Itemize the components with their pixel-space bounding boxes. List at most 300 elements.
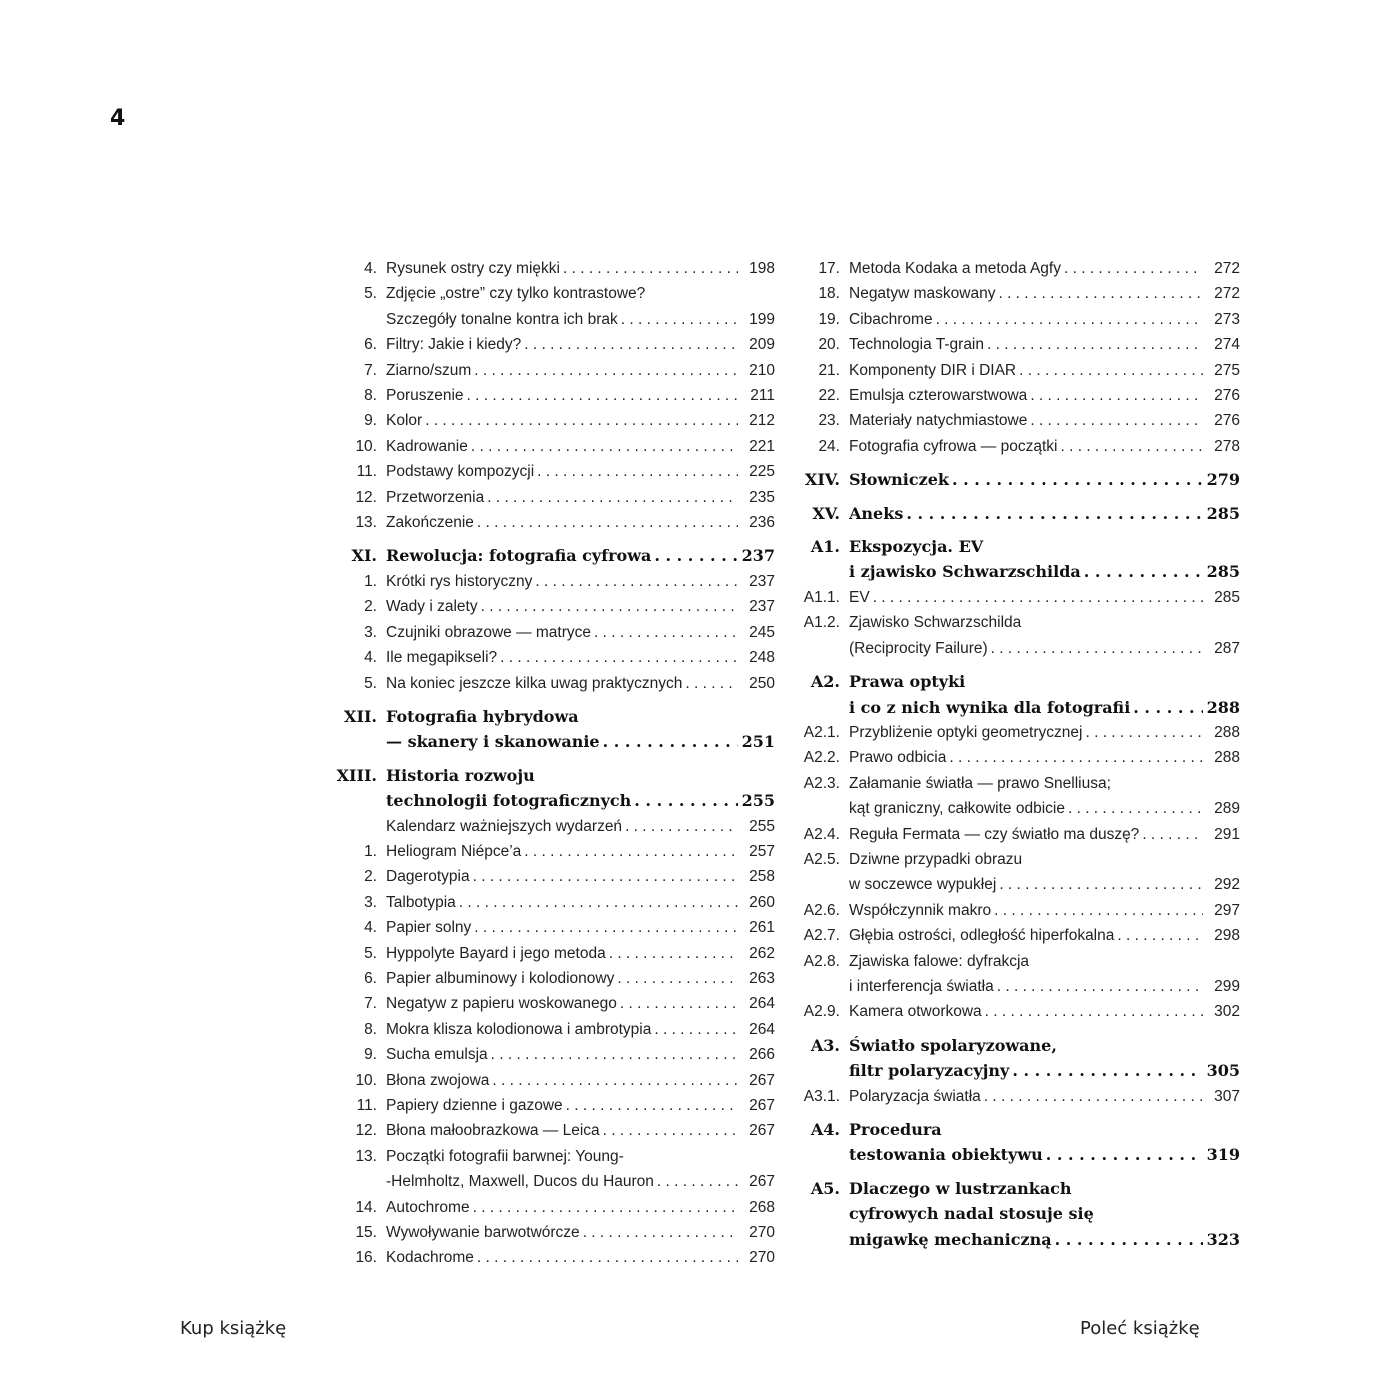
toc-entry[interactable] <box>335 569 775 594</box>
toc-entry-text <box>386 704 775 729</box>
toc-entry[interactable] <box>335 864 775 889</box>
toc-leader-dots <box>1085 720 1203 745</box>
toc-entry-title: Cibachrome <box>849 310 933 328</box>
toc-entry-title: Polaryzacja światła <box>849 1087 981 1105</box>
toc-page-number: 299 <box>1214 977 1240 995</box>
toc-entry-text <box>386 729 741 754</box>
toc-entry-number: A3.1. <box>803 1087 840 1105</box>
toc-entry[interactable] <box>798 281 1240 306</box>
toc-entry-title: Rewolucja: fotografia cyfrowa <box>386 546 652 566</box>
toc-leader-dots <box>1084 559 1203 584</box>
toc-chapter-entry[interactable] <box>798 501 1240 526</box>
toc-entry[interactable] <box>798 949 1240 974</box>
toc-entry-number: A1. <box>810 537 840 557</box>
toc-entry-text <box>386 991 741 1016</box>
toc-entry-title: Fotografia cyfrowa — początki <box>849 437 1058 455</box>
toc-entry-title: Talbotypia <box>386 893 456 911</box>
toc-entry[interactable] <box>798 974 1240 999</box>
toc-page-number: 245 <box>749 623 775 641</box>
toc-entry[interactable] <box>335 256 775 281</box>
toc-entry-text <box>386 941 741 966</box>
toc-page-number: 263 <box>749 969 775 987</box>
toc-chapter-entry[interactable] <box>798 1176 1240 1201</box>
toc-leader-dots <box>425 408 738 433</box>
toc-leader-dots <box>625 814 738 839</box>
toc-entry[interactable] <box>335 510 775 535</box>
toc-entry-text <box>849 974 1206 999</box>
toc-entry-text <box>849 872 1206 897</box>
toc-entry-text <box>849 358 1206 383</box>
toc-entry[interactable] <box>798 745 1240 770</box>
toc-entry[interactable] <box>798 585 1240 610</box>
toc-page-number: 291 <box>1214 825 1240 843</box>
toc-entry-number: XI. <box>351 546 377 566</box>
toc-entry-number: XIII. <box>336 765 377 785</box>
toc-chapter-entry[interactable] <box>335 788 775 813</box>
toc-entry-title: kąt graniczny, całkowite odbicie <box>849 800 1065 818</box>
toc-entry[interactable] <box>798 383 1240 408</box>
toc-entry-number: A1.2. <box>803 614 840 632</box>
toc-page-number: 323 <box>1206 1229 1240 1249</box>
toc-page-number: 285 <box>1206 562 1240 582</box>
toc-right-column <box>798 256 1240 1252</box>
toc-entry[interactable] <box>335 1093 775 1118</box>
toc-entry[interactable] <box>335 915 775 940</box>
toc-entry-title: cyfrowych nadal stosuje się <box>849 1204 1094 1224</box>
toc-leader-dots <box>563 256 738 281</box>
toc-leader-dots <box>906 501 1203 526</box>
toc-entry-number: 5. <box>364 674 377 692</box>
toc-entry-title: Kodachrome <box>386 1249 474 1267</box>
toc-entry-text <box>849 408 1206 433</box>
toc-entry-text <box>386 671 741 696</box>
toc-entry-number: 1. <box>364 572 377 590</box>
toc-leader-dots <box>952 467 1203 492</box>
toc-entry-number: 2. <box>364 598 377 616</box>
toc-chapter-entry[interactable] <box>798 1033 1240 1058</box>
toc-entry-title: Papier solny <box>386 919 472 937</box>
toc-entry-title: Krótki rys historyczny <box>386 572 533 590</box>
toc-entry-title: w soczewce wypukłej <box>849 876 997 894</box>
toc-entry[interactable] <box>335 941 775 966</box>
toc-entry-title: Przetworzenia <box>386 488 485 506</box>
toc-entry-text <box>849 585 1206 610</box>
toc-entry-number: 11. <box>356 1097 377 1114</box>
toc-entry-title: Kadrowanie <box>386 437 468 455</box>
toc-chapter-entry[interactable] <box>798 1201 1240 1226</box>
toc-chapter-entry[interactable] <box>335 543 775 568</box>
toc-entry-text <box>386 763 775 788</box>
toc-entry-number: 24. <box>818 437 840 455</box>
toc-entry-title: Materiały natychmiastowe <box>849 412 1028 430</box>
toc-entry-title: Światło spolaryzowane, <box>849 1035 1057 1055</box>
toc-leader-dots <box>621 307 738 332</box>
toc-page-number: 237 <box>741 546 775 566</box>
toc-entry-text <box>849 1058 1206 1083</box>
toc-entry[interactable] <box>335 620 775 645</box>
toc-entry-title: Metoda Kodaka a metoda Agfy <box>849 260 1061 277</box>
toc-chapter-entry[interactable] <box>798 695 1240 720</box>
toc-page-number: 305 <box>1206 1061 1240 1081</box>
toc-entry-text <box>849 923 1206 948</box>
toc-leader-dots <box>617 966 738 991</box>
toc-entry-number: 17. <box>818 260 840 277</box>
toc-entry[interactable] <box>335 890 775 915</box>
toc-entry-text <box>386 788 741 813</box>
toc-entry[interactable] <box>798 771 1240 796</box>
toc-entry[interactable] <box>335 1169 775 1194</box>
toc-entry-title: Prawo odbicia <box>849 749 947 767</box>
toc-page-number: 276 <box>1214 387 1240 405</box>
toc-entry-number: 1. <box>364 842 377 860</box>
toc-entry-title: Emulsja czterowarstwowa <box>849 387 1028 405</box>
toc-page-number: 267 <box>749 1071 775 1089</box>
toc-entry-number: 13. <box>355 1147 377 1165</box>
toc-chapter-entry[interactable] <box>798 467 1240 492</box>
toc-page-number: 236 <box>749 514 775 532</box>
toc-entry-text <box>386 358 741 383</box>
toc-entry-title: Filtry: Jakie i kiedy? <box>386 336 522 354</box>
toc-entry-title: Głębia ostrości, odległość hiperfokalna <box>849 927 1115 945</box>
toc-leader-dots <box>535 569 738 594</box>
toc-entry-title: Błona zwojowa <box>386 1071 490 1089</box>
toc-entry-text <box>849 898 1206 923</box>
toc-entry-text <box>849 559 1206 584</box>
toc-page-number: 209 <box>749 336 775 354</box>
toc-page-number: 270 <box>749 1249 775 1267</box>
toc-entry-text <box>386 1169 741 1194</box>
toc-leader-dots <box>492 1068 738 1093</box>
toc-chapter-entry[interactable] <box>798 1117 1240 1142</box>
toc-page-number: 264 <box>749 995 775 1013</box>
toc-leader-dots <box>609 941 738 966</box>
toc-entry-number: 19. <box>818 310 840 328</box>
toc-entry-text <box>849 847 1240 872</box>
toc-entry-text <box>386 915 741 940</box>
toc-page-number: 302 <box>1214 1003 1240 1021</box>
toc-leader-dots <box>481 594 738 619</box>
toc-entry-title: Słowniczek <box>849 470 949 490</box>
toc-leader-dots <box>603 1118 738 1143</box>
toc-entry-text <box>386 569 741 594</box>
toc-page-number: 278 <box>1214 437 1240 455</box>
toc-entry-text <box>849 636 1206 661</box>
toc-page-number: 257 <box>749 842 775 860</box>
buy-book-link[interactable]: Kup książkę <box>180 1318 287 1339</box>
toc-entry[interactable] <box>798 796 1240 821</box>
toc-page-number: 210 <box>749 361 775 379</box>
toc-entry[interactable] <box>335 594 775 619</box>
toc-entry-number: A5. <box>810 1178 840 1198</box>
toc-leader-dots <box>594 620 738 645</box>
toc-entry-title: i co z nich wynika dla fotografii <box>849 697 1131 717</box>
toc-chapter-entry[interactable] <box>335 763 775 788</box>
toc-page-number: 261 <box>749 919 775 937</box>
toc-leader-dots <box>634 788 738 813</box>
toc-entry[interactable] <box>798 1084 1240 1109</box>
toc-entry[interactable] <box>335 383 775 408</box>
toc-page-number: 250 <box>749 674 775 692</box>
toc-leader-dots <box>471 434 738 459</box>
toc-entry-number: 15. <box>355 1224 377 1242</box>
toc-entry[interactable] <box>335 1068 775 1093</box>
toc-page-number: 255 <box>741 791 775 811</box>
toc-entry[interactable] <box>335 991 775 1016</box>
toc-entry[interactable] <box>798 720 1240 745</box>
toc-entry[interactable] <box>798 434 1240 459</box>
toc-chapter-entry[interactable] <box>335 704 775 729</box>
toc-entry-title: Ile megapikseli? <box>386 649 498 667</box>
toc-entry-number: A2.9. <box>803 1003 840 1021</box>
toc-entry-title: Papier albuminowy i kolodionowy <box>386 969 615 987</box>
toc-entry-text <box>386 1118 741 1143</box>
toc-entry-number: 4. <box>364 649 377 667</box>
toc-leader-dots <box>685 671 738 696</box>
toc-entry-number: 5. <box>364 944 377 962</box>
toc-leader-dots <box>873 585 1203 610</box>
toc-entry-text <box>386 543 741 568</box>
toc-entry-title: Zakończenie <box>386 514 474 532</box>
toc-entry[interactable] <box>335 332 775 357</box>
toc-entry-text <box>386 594 741 619</box>
toc-entry-number: 22. <box>818 387 840 405</box>
toc-entry[interactable] <box>335 485 775 510</box>
toc-entry-number: A2.8. <box>803 952 840 970</box>
toc-entry-title: Fotografia hybrydowa <box>386 706 579 726</box>
toc-entry-text <box>386 1144 775 1169</box>
toc-entry-text <box>386 890 741 915</box>
toc-entry-number: A2.3. <box>803 774 840 792</box>
toc-entry[interactable] <box>335 408 775 433</box>
toc-page-number: 221 <box>749 437 775 455</box>
toc-entry-text <box>386 1017 741 1042</box>
toc-leader-dots <box>491 1042 738 1067</box>
toc-leader-dots <box>657 1169 738 1194</box>
toc-entry-number: 6. <box>364 336 377 354</box>
toc-page-number: 211 <box>750 387 775 405</box>
toc-entry-number: 23. <box>818 412 840 430</box>
toc-entry[interactable] <box>798 636 1240 661</box>
toc-entry-number: A2.2. <box>803 749 840 767</box>
toc-entry[interactable] <box>798 332 1240 357</box>
toc-leader-dots <box>949 745 1203 770</box>
toc-entry-number: 6. <box>364 969 377 987</box>
toc-entry-text <box>386 814 741 839</box>
toc-leader-dots <box>620 991 738 1016</box>
toc-entry-number: 13. <box>355 514 377 532</box>
toc-leader-dots <box>654 543 738 568</box>
toc-page-number: 262 <box>749 944 775 962</box>
toc-entry[interactable] <box>798 847 1240 872</box>
toc-entry[interactable] <box>335 358 775 383</box>
toc-entry-title: Zjawiska falowe: dyfrakcja <box>849 952 1030 970</box>
toc-entry-title: EV <box>849 588 870 606</box>
toc-entry[interactable] <box>335 1042 775 1067</box>
toc-page-number: 279 <box>1206 470 1240 490</box>
toc-entry-title: Wywoływanie barwotwórcze <box>386 1224 580 1242</box>
toc-entry[interactable] <box>798 307 1240 332</box>
toc-chapter-entry[interactable] <box>798 559 1240 584</box>
toc-chapter-entry[interactable] <box>798 534 1240 559</box>
toc-entry[interactable] <box>335 307 775 332</box>
toc-entry-text <box>386 434 741 459</box>
toc-page-number: 267 <box>749 1097 775 1114</box>
toc-entry-title: Historia rozwoju <box>386 765 535 785</box>
toc-entry-number: 8. <box>364 387 377 405</box>
toc-entry-number: 8. <box>364 1020 377 1038</box>
toc-entry-text <box>849 332 1206 357</box>
toc-page-number: 237 <box>749 598 775 616</box>
toc-entry-title: Sucha emulsja <box>386 1046 488 1064</box>
toc-entry-text <box>386 1220 741 1245</box>
toc-leader-dots <box>991 636 1203 661</box>
toc-entry-number: XV. <box>812 503 840 523</box>
toc-entry-text <box>386 1195 741 1220</box>
toc-entry[interactable] <box>335 1245 775 1270</box>
toc-entry-number: A2.1. <box>803 723 840 741</box>
toc-entry[interactable] <box>335 1220 775 1245</box>
toc-entry[interactable] <box>798 408 1240 433</box>
toc-entry[interactable] <box>798 822 1240 847</box>
toc-entry-title: Zdjęcie „ostre” czy tylko kontrastowe? <box>386 285 646 303</box>
toc-entry-number: 7. <box>364 361 377 379</box>
toc-entry-text <box>386 620 741 645</box>
toc-leader-dots <box>487 485 738 510</box>
toc-leader-dots <box>473 1195 738 1220</box>
toc-page-number: 199 <box>749 310 775 328</box>
toc-entry-title: — skanery i skanowanie <box>386 732 600 752</box>
toc-entry-number: 4. <box>364 919 377 937</box>
toc-entry[interactable] <box>335 1118 775 1143</box>
toc-chapter-entry[interactable] <box>798 1227 1240 1252</box>
toc-chapter-entry[interactable] <box>798 1142 1240 1167</box>
toc-entry-number: 2. <box>364 868 377 886</box>
toc-chapter-entry[interactable] <box>798 1058 1240 1083</box>
toc-entry[interactable] <box>335 966 775 991</box>
toc-entry-title: Papiery dzienne i gazowe <box>386 1097 563 1114</box>
toc-entry-title: Błona małoobrazkowa — Leica <box>386 1122 600 1140</box>
toc-chapter-entry[interactable] <box>335 729 775 754</box>
toc-entry-text <box>849 695 1206 720</box>
toc-leader-dots <box>1030 383 1203 408</box>
toc-leader-dots <box>1117 923 1203 948</box>
toc-page-number: 285 <box>1214 588 1240 606</box>
toc-page-number: 275 <box>1214 361 1240 379</box>
toc-entry-title: Ziarno/szum <box>386 361 472 379</box>
toc-entry[interactable] <box>798 898 1240 923</box>
toc-entry-title: Reguła Fermata — czy światło ma duszę? <box>849 825 1140 843</box>
toc-entry[interactable] <box>335 814 775 839</box>
toc-entry[interactable] <box>798 610 1240 635</box>
toc-leader-dots <box>524 332 738 357</box>
toc-page-number: 288 <box>1214 749 1240 767</box>
toc-entry-number: 12. <box>355 488 377 506</box>
toc-entry[interactable] <box>335 1144 775 1169</box>
toc-page-number: 235 <box>749 488 775 506</box>
toc-page-number: 272 <box>1214 260 1240 277</box>
toc-entry-text <box>849 669 1240 694</box>
toc-entry-title: Szczegóły tonalne kontra ich brak <box>386 310 618 328</box>
toc-entry-number: A1.1. <box>803 588 840 606</box>
toc-entry[interactable] <box>335 281 775 306</box>
toc-page-number: 198 <box>749 260 775 277</box>
toc-entry-title: Na koniec jeszcze kilka uwag praktycznych <box>386 674 683 692</box>
toc-leader-dots <box>1012 1058 1203 1083</box>
toc-leader-dots <box>1046 1142 1203 1167</box>
toc-entry[interactable] <box>798 256 1240 281</box>
toc-chapter-entry[interactable] <box>798 669 1240 694</box>
toc-entry-text <box>386 1042 741 1067</box>
toc-entry-title: testowania obiektywu <box>849 1145 1043 1165</box>
toc-entry-number: A4. <box>810 1120 840 1139</box>
toc-entry-number: 5. <box>364 285 377 303</box>
toc-left-column <box>335 256 775 1271</box>
toc-entry-text <box>849 1142 1206 1167</box>
toc-page-number: 260 <box>749 893 775 911</box>
toc-entry-text <box>386 864 741 889</box>
toc-entry[interactable] <box>335 434 775 459</box>
toc-page-number: 267 <box>749 1122 775 1140</box>
toc-entry[interactable] <box>335 645 775 670</box>
toc-entry-text <box>849 281 1206 306</box>
toc-entry[interactable] <box>335 671 775 696</box>
toc-entry-text <box>849 796 1206 821</box>
toc-entry-text <box>849 434 1206 459</box>
toc-entry[interactable] <box>335 839 775 864</box>
toc-entry-title: Kalendarz ważniejszych wydarzeń <box>386 817 623 835</box>
toc-leader-dots <box>985 999 1203 1024</box>
toc-entry-text <box>849 720 1206 745</box>
toc-entry[interactable] <box>798 923 1240 948</box>
toc-entry-text <box>386 281 775 306</box>
toc-entry[interactable] <box>798 872 1240 897</box>
toc-leader-dots <box>1064 256 1203 281</box>
toc-entry-number: A3. <box>810 1035 840 1055</box>
toc-entry-title: i interferencja światła <box>849 977 994 995</box>
toc-page-number: 297 <box>1214 901 1240 919</box>
toc-entry-title: Podstawy kompozycji <box>386 463 535 481</box>
toc-entry-title: Aneks <box>849 503 904 523</box>
toc-entry-title: Załamanie światła — prawo Snelliusa; <box>849 774 1111 792</box>
toc-page-number: 248 <box>749 649 775 667</box>
toc-entry[interactable] <box>798 999 1240 1024</box>
toc-entry-title: migawkę mechaniczną <box>849 1229 1052 1249</box>
toc-entry-number: A2. <box>810 672 840 692</box>
toc-entry-text <box>849 1227 1206 1252</box>
toc-entry-text <box>386 1068 741 1093</box>
recommend-book-link[interactable]: Poleć książkę <box>1080 1318 1200 1339</box>
toc-entry-text <box>849 999 1206 1024</box>
toc-leader-dots <box>984 1084 1203 1109</box>
toc-entry-text <box>849 745 1206 770</box>
toc-entry-title: filtr polaryzacyjny <box>849 1061 1010 1081</box>
toc-entry-text <box>386 1245 741 1270</box>
toc-leader-dots <box>1068 796 1203 821</box>
toc-entry[interactable] <box>335 459 775 484</box>
toc-entry-text <box>849 822 1206 847</box>
toc-entry-number: 10. <box>355 437 377 455</box>
toc-entry[interactable] <box>798 358 1240 383</box>
toc-entry-title: Mokra klisza kolodionowa i ambrotypia <box>386 1020 652 1038</box>
toc-leader-dots <box>477 510 738 535</box>
toc-entry-text <box>849 610 1240 635</box>
toc-entry[interactable] <box>335 1195 775 1220</box>
toc-leader-dots <box>999 872 1203 897</box>
toc-entry-title: Kolor <box>386 412 423 430</box>
toc-entry[interactable] <box>335 1017 775 1042</box>
toc-entry-text <box>849 1201 1240 1226</box>
toc-page-number: 237 <box>749 572 775 590</box>
